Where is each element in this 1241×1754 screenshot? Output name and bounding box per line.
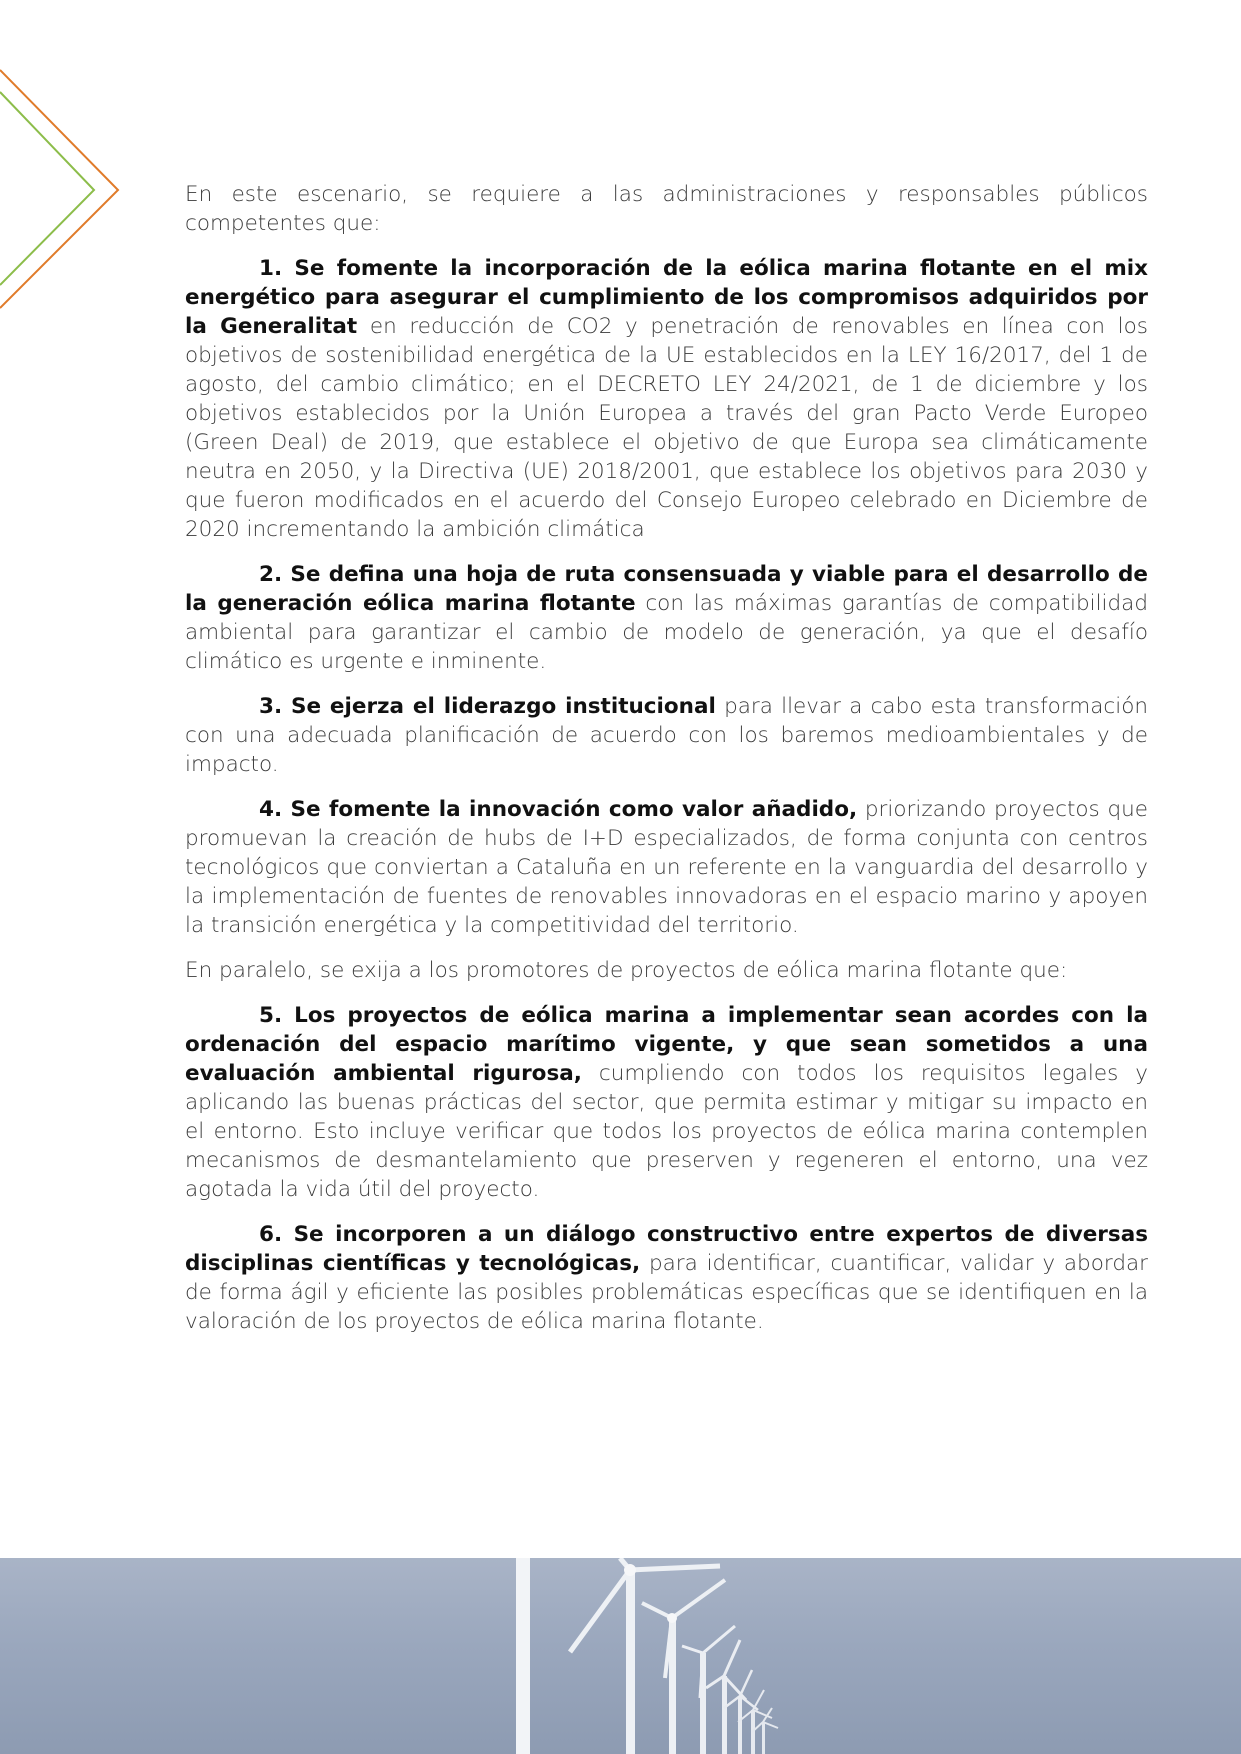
list-item-3-text: para llevar a cabo esta transformación con una adecuada planificación de acuerdo con los baremos medioambientales y de impacto. bbox=[185, 694, 1148, 777]
list-item-2 bbox=[185, 560, 1148, 676]
list-item-4 bbox=[185, 795, 1148, 940]
list-item-1-heading: 1. Se fomente la incorporación de la eólica marina flotante en el mix energético para asegurar el cumplimiento de los compromisos adquiridos por la Generalitat bbox=[185, 256, 1148, 339]
intro-paragraph: En este escenario, se requiere a las administraciones y responsables públicos competentes que: bbox=[185, 182, 1148, 236]
list-item-1 bbox=[185, 254, 1148, 544]
turbine-3 bbox=[682, 1626, 735, 1754]
corner-chevron-decoration bbox=[0, 0, 130, 330]
list-item-1-text: en reducción de CO2 y penetración de renovables en línea con los objetivos de sostenibilidad energética de la UE establecidos en la LEY 16/2017, del 1 de agosto, del cambio climático; en el DECRETO LEY 24/2021, de 1 de diciembre y los objetivos establecidos por la Unión Europea a través del gran Pacto Verde Europeo (Green Deal) de 2019, que establece el objetivo de que Europa sea climáticamente neutra en 2050, y la Directiva (UE) 2018/2001, que establece los objetivos para 2030 y que fueron modificados en el acuerdo del Consejo Europeo celebrado en Diciembre de 2020 incrementando la ambición climática bbox=[185, 314, 1148, 542]
list-item-3-heading: 3. Se ejerza el liderazgo institucional bbox=[259, 694, 716, 719]
list-item-6-text: para identificar, cuantificar, validar y abordar de forma ágil y eficiente las posibles problemáticas específicas que se identifiquen en la valoración de los proyectos de eólica marina flotante. bbox=[185, 1251, 1148, 1334]
list-item-5 bbox=[185, 1001, 1148, 1204]
list-item-4-text: priorizando proyectos que promuevan la creación de hubs de I+D especializados, de forma conjunta con centros tecnológicos que conviertan a Cataluña en un referente en la vanguardia del desarrollo y la implementación de fuentes de renovables innovadoras en el espacio marino y apoyen la transición energética y la competitividad del territorio. bbox=[185, 797, 1148, 938]
list-item-4-heading: 4. Se fomente la innovación como valor añadido, bbox=[259, 797, 858, 822]
list-item-3 bbox=[185, 692, 1148, 779]
list-item-2-heading: 2. Se defina una hoja de ruta consensuada y viable para el desarrollo de la generación eólica marina flotante bbox=[185, 562, 1148, 616]
list-item-5-heading: 5. Los proyectos de eólica marina a implementar sean acordes con la ordenación del espacio marítimo vigente, y que sean sometidos a una evaluación ambiental rigurosa, bbox=[185, 1003, 1148, 1086]
turbine-1 bbox=[570, 1558, 720, 1754]
document-body bbox=[185, 180, 1148, 1352]
list-item-6 bbox=[185, 1220, 1148, 1336]
list-item-6-heading: 6. Se incorporen a un diálogo constructivo entre expertos de diversas disciplinas científicas y tecnológicas, bbox=[185, 1222, 1148, 1276]
wind-turbines-illustration bbox=[0, 1558, 1241, 1754]
list-item-2-text: con las máximas garantías de compatibilidad ambiental para garantizar el cambio de modelo de generación, ya que el desafío climático es urgente e inminente. bbox=[185, 591, 1148, 674]
list-item-5-text: cumpliendo con todos los requisitos legales y aplicando las buenas prácticas del sector, que permita estimar y mitigar su impacto en el entorno. Esto incluye verificar que todos los proyectos de eólica marina contemplen mecanismos de desmantelamiento que preserven y regeneren el entorno, una vez agotada la vida útil del proyecto. bbox=[185, 1061, 1148, 1202]
wind-turbines-photo bbox=[0, 1558, 1241, 1754]
turbine-mast-foreground bbox=[516, 1558, 530, 1754]
middle-paragraph: En paralelo, se exija a los promotores de proyectos de eólica marina flotante que: bbox=[185, 958, 1068, 983]
turbine-2 bbox=[642, 1580, 725, 1754]
